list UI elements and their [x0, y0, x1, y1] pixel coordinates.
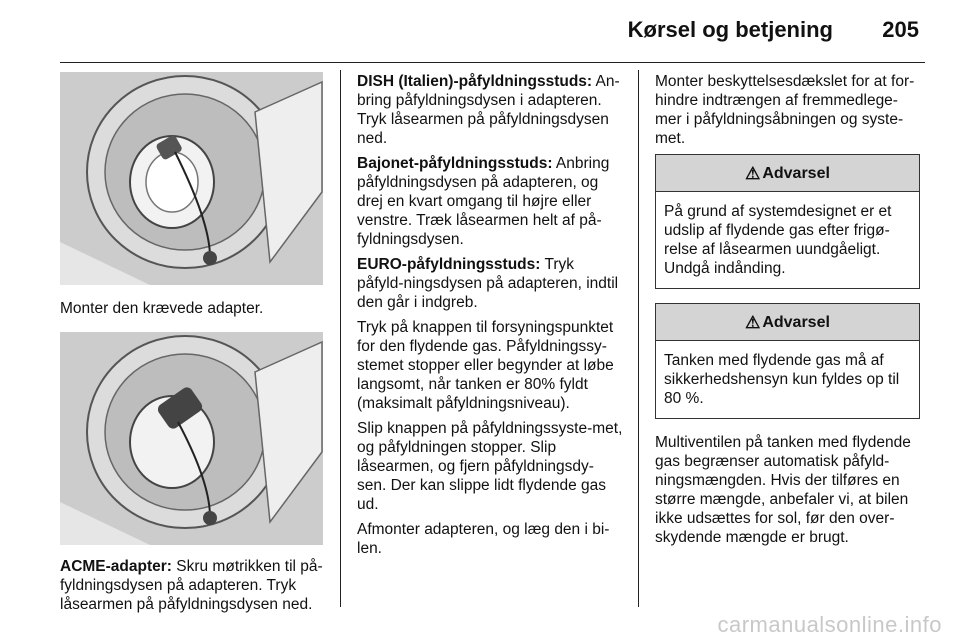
warning-title-2: Advarsel [762, 313, 830, 331]
remove-adapter-paragraph: Afmonter adapteren, og læg den i bi-len. [357, 521, 610, 557]
dish-text: An-bring påfyldningsdysen i adapteren. Tryk låsearmen på påfyldningsdysen ned. [357, 73, 620, 147]
column-divider-2 [638, 70, 639, 607]
warning-box-2 [655, 303, 920, 419]
column-middle [357, 72, 623, 564]
bajonet-lead: Bajonet-påfyldningsstuds: [357, 155, 553, 172]
press-button-paragraph: Tryk på knappen til forsyningspunktet for den flydende gas. Påfyldningssy-stemet stopper eller begynder at løbe langsomt, når tanken er 80% fyldt (maksimalt påfyldningsniveau). [357, 319, 614, 412]
bajonet-paragraph [357, 154, 623, 249]
warning-body-1: På grund af systemdesignet er et udslip af flydende gas efter frigø-relse af låsearmen uundgåeligt. Undgå indånding. [664, 203, 892, 277]
column-right [655, 72, 920, 553]
watermark: carmanualsonline.info [717, 612, 942, 637]
warning-triangle-icon: ⚠ [745, 312, 761, 332]
bajonet-text: Anbring påfyldningsdysen på adapteren, og drej en kvart omgang til højre eller venstre. Træk låsearmen helt af på-fyldningsdysen. [357, 155, 610, 248]
section-title: Kørsel og betjening [627, 17, 833, 42]
fuel-filler-illustration-1 [60, 72, 323, 285]
warning-header-1 [656, 155, 919, 192]
dish-paragraph [357, 72, 623, 148]
warning-triangle-icon: ⚠ [745, 163, 761, 183]
protective-cover-paragraph: Monter beskyttelsesdækslet for at for-hindre indtrængen af fremmedlege-mer i påfyldningsåbningen og syste-met. [655, 73, 915, 147]
page-number: 205 [882, 17, 919, 42]
warning-header-2 [656, 304, 919, 341]
column-left [60, 72, 325, 614]
euro-lead: EURO-påfyldningsstuds: [357, 256, 541, 273]
warning-body-2: Tanken med flydende gas må af sikkerhedshensyn kun fyldes op til 80 %. [664, 352, 900, 407]
fuel-filler-illustration-2 [60, 332, 323, 545]
release-button-paragraph: Slip knappen på påfyldningssyste-met, og påfyldningen stopper. Slip låsearmen, og fjern påfyldningsdy-sen. Der kan slippe lidt flydende gas ud. [357, 420, 623, 513]
column-divider-1 [340, 70, 341, 607]
page-header [60, 0, 925, 63]
caption-mount-adapter: Monter den krævede adapter. [60, 300, 264, 317]
warning-box-1 [655, 154, 920, 289]
euro-paragraph [357, 255, 623, 312]
acme-adapter-paragraph [60, 557, 325, 614]
euro-text: Tryk påfyld-ningsdysen på adapteren, indtil den går i indgreb. [357, 256, 619, 311]
warning-title-1: Advarsel [762, 164, 830, 182]
dish-lead: DISH (Italien)-påfyldningsstuds: [357, 73, 593, 90]
multivalve-paragraph: Multiventilen på tanken med flydende gas begrænser automatisk påfyld-ningsmængden. Hvis der tilføres en større mængde, anbefaler vi, at bilen ikke udsættes for sol, før den over-skydende mængde er brugt. [655, 434, 911, 546]
acme-lead: ACME-adapter: [60, 558, 172, 575]
acme-text: Skru møtrikken til på-fyldningsdysen på adapteren. Tryk låsearmen på påfyldningsdysen ned. [60, 558, 323, 613]
